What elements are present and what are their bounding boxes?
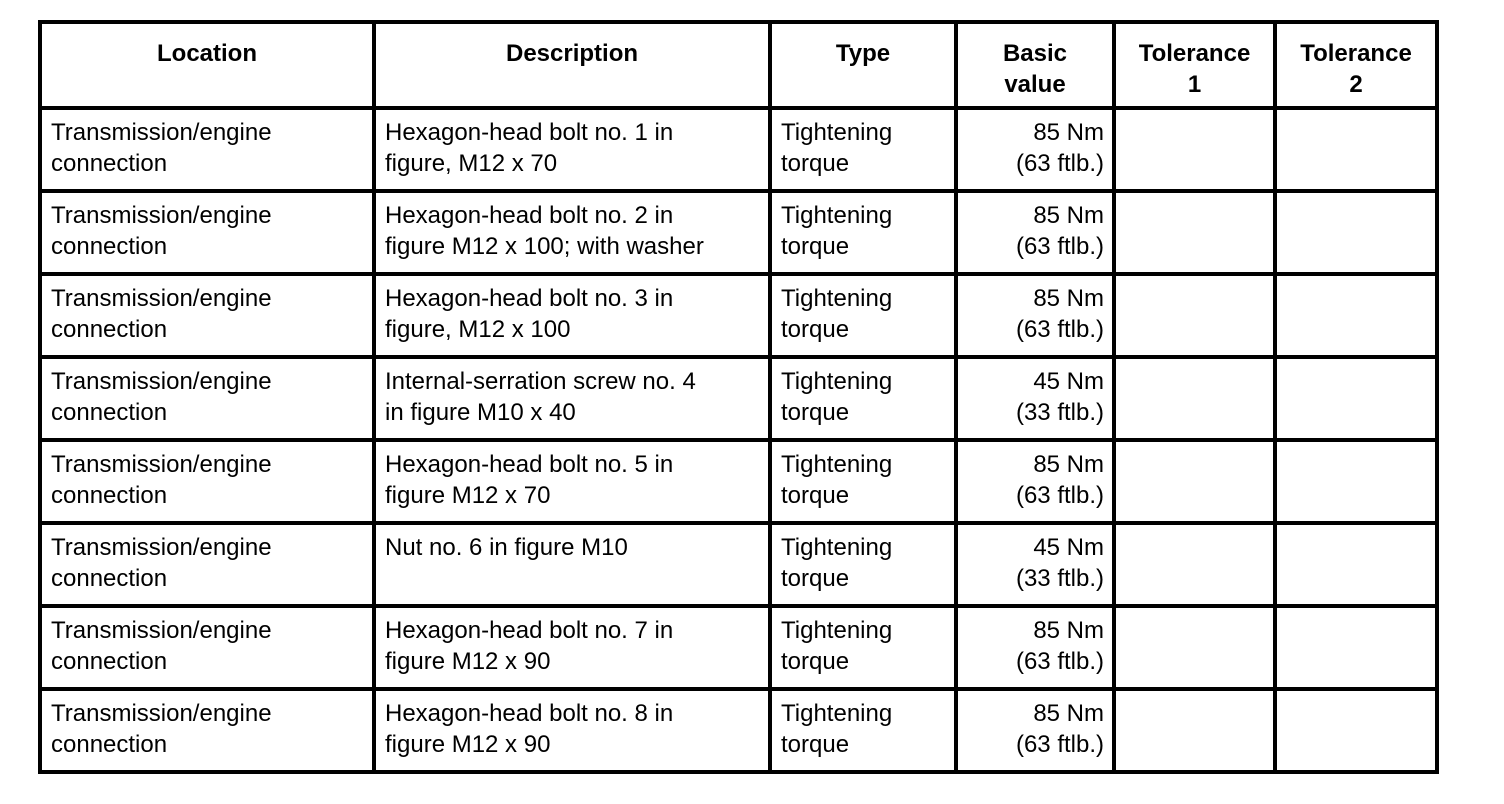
header-basic-value	[956, 22, 1114, 108]
header-tolerance-1	[1114, 22, 1275, 108]
cell-tolerance-1	[1114, 191, 1275, 274]
header-tolerance-1-line: 1	[1187, 71, 1202, 98]
table-row	[40, 689, 1437, 772]
cell-location	[40, 357, 374, 440]
cell-location	[40, 274, 374, 357]
cell-description-line: figure M12 x 90	[385, 731, 551, 758]
cell-location	[40, 523, 374, 606]
cell-basic-value-line: (63 ftlb.)	[1015, 316, 1104, 343]
header-tolerance-2-line: 2	[1349, 71, 1363, 98]
cell-location	[40, 606, 374, 689]
cell-description-line: figure M12 x 100; with washer	[385, 233, 704, 260]
cell-location-line: Transmission/engine	[51, 700, 272, 727]
cell-type	[770, 274, 956, 357]
cell-tolerance-2	[1275, 606, 1437, 689]
header-tolerance-2-line: Tolerance	[1300, 40, 1412, 67]
cell-basic-value-line: 85 Nm	[1033, 119, 1104, 146]
cell-location-line: Transmission/engine	[51, 617, 272, 644]
cell-basic-value-line: 45 Nm	[1033, 534, 1104, 561]
header-basic-value-line: Basic	[1002, 40, 1068, 67]
cell-location-line: Transmission/engine	[51, 534, 272, 561]
cell-basic-value-line: (33 ftlb.)	[1015, 565, 1104, 592]
cell-type	[770, 606, 956, 689]
cell-basic-value	[956, 606, 1114, 689]
table-row	[40, 274, 1437, 357]
cell-description	[374, 274, 770, 357]
cell-description-line: Hexagon-head bolt no. 3 in	[385, 285, 674, 312]
header-basic-value-line: value	[1004, 71, 1066, 98]
cell-type-line: Tightening	[781, 700, 893, 727]
cell-type-line: Tightening	[781, 119, 893, 146]
cell-location	[40, 440, 374, 523]
cell-tolerance-2	[1275, 523, 1437, 606]
cell-location-line: Transmission/engine	[51, 119, 272, 146]
cell-basic-value	[956, 191, 1114, 274]
cell-location-line: connection	[51, 316, 168, 343]
cell-location-line: Transmission/engine	[51, 202, 272, 229]
cell-tolerance-1	[1114, 689, 1275, 772]
cell-description-line: Hexagon-head bolt no. 7 in	[385, 617, 674, 644]
cell-location-line: connection	[51, 150, 168, 177]
table-row	[40, 523, 1437, 606]
cell-description-line: in figure M10 x 40	[385, 399, 576, 426]
cell-basic-value-line: (63 ftlb.)	[1015, 731, 1104, 758]
cell-basic-value-line: 85 Nm	[1033, 202, 1104, 229]
cell-type-line: Tightening	[781, 368, 893, 395]
cell-basic-value-line: (63 ftlb.)	[1015, 648, 1104, 675]
cell-tolerance-1	[1114, 606, 1275, 689]
cell-description-line: figure M12 x 70	[385, 482, 551, 509]
cell-tolerance-2	[1275, 108, 1437, 191]
cell-basic-value-line: (63 ftlb.)	[1015, 233, 1104, 260]
cell-basic-value	[956, 440, 1114, 523]
header-tolerance-1-line: Tolerance	[1138, 40, 1251, 67]
cell-tolerance-2	[1275, 357, 1437, 440]
table-row	[40, 108, 1437, 191]
cell-tolerance-2	[1275, 191, 1437, 274]
cell-description	[374, 606, 770, 689]
cell-description	[374, 108, 770, 191]
cell-type-line: Tightening	[781, 202, 893, 229]
cell-type-line: torque	[781, 150, 850, 177]
cell-location	[40, 191, 374, 274]
table-body	[40, 108, 1437, 772]
cell-basic-value-line: 85 Nm	[1033, 451, 1104, 478]
header-tolerance-2	[1275, 22, 1437, 108]
cell-type-line: torque	[781, 316, 850, 343]
cell-location-line: connection	[51, 731, 168, 758]
cell-basic-value-line: 85 Nm	[1033, 285, 1104, 312]
cell-basic-value-line: 85 Nm	[1033, 700, 1104, 727]
cell-location	[40, 689, 374, 772]
cell-type-line: torque	[781, 731, 850, 758]
cell-description-line: figure M12 x 90	[385, 648, 551, 675]
cell-type	[770, 357, 956, 440]
table-row	[40, 606, 1437, 689]
cell-basic-value	[956, 108, 1114, 191]
cell-type-line: Tightening	[781, 617, 893, 644]
cell-tolerance-1	[1114, 440, 1275, 523]
torque-specification-table	[38, 20, 1439, 774]
table-header-row	[40, 22, 1437, 108]
cell-tolerance-1	[1114, 108, 1275, 191]
cell-type-line: Tightening	[781, 451, 893, 478]
cell-type	[770, 440, 956, 523]
table-row	[40, 191, 1437, 274]
cell-tolerance-1	[1114, 274, 1275, 357]
cell-location-line: connection	[51, 482, 168, 509]
cell-description	[374, 357, 770, 440]
header-type: Type	[770, 22, 956, 108]
cell-type	[770, 108, 956, 191]
cell-description-line: Hexagon-head bolt no. 2 in	[385, 202, 674, 229]
cell-description	[374, 191, 770, 274]
cell-basic-value-line: (33 ftlb.)	[1015, 399, 1104, 426]
cell-type-line: torque	[781, 482, 850, 509]
cell-description	[374, 440, 770, 523]
cell-description-line: figure, M12 x 100	[385, 316, 571, 343]
table-row	[40, 357, 1437, 440]
cell-location-line: connection	[51, 648, 168, 675]
cell-basic-value	[956, 274, 1114, 357]
cell-basic-value	[956, 523, 1114, 606]
table-row	[40, 440, 1437, 523]
cell-type	[770, 191, 956, 274]
cell-location-line: Transmission/engine	[51, 285, 272, 312]
cell-tolerance-1	[1114, 523, 1275, 606]
cell-location-line: connection	[51, 399, 168, 426]
cell-location-line: Transmission/engine	[51, 368, 272, 395]
cell-type-line: torque	[781, 399, 850, 426]
cell-basic-value-line: 85 Nm	[1033, 617, 1104, 644]
cell-description-line: figure, M12 x 70	[385, 150, 558, 177]
cell-basic-value-line: (63 ftlb.)	[1015, 482, 1104, 509]
cell-description-line: Internal-serration screw no. 4	[385, 368, 696, 395]
cell-description	[374, 523, 770, 606]
cell-description	[374, 689, 770, 772]
cell-tolerance-2	[1275, 274, 1437, 357]
cell-tolerance-2	[1275, 689, 1437, 772]
cell-basic-value	[956, 689, 1114, 772]
header-description: Description	[374, 22, 770, 108]
cell-type-line: torque	[781, 565, 850, 592]
cell-type-line: Tightening	[781, 534, 893, 561]
cell-basic-value-line: 45 Nm	[1033, 368, 1104, 395]
cell-basic-value	[956, 357, 1114, 440]
cell-type	[770, 689, 956, 772]
cell-type-line: Tightening	[781, 285, 893, 312]
cell-description-line: Hexagon-head bolt no. 1 in	[385, 119, 674, 146]
cell-type	[770, 523, 956, 606]
cell-basic-value-line: (63 ftlb.)	[1015, 150, 1104, 177]
cell-location-line: connection	[51, 565, 168, 592]
cell-description-line: Hexagon-head bolt no. 5 in	[385, 451, 674, 478]
cell-tolerance-1	[1114, 357, 1275, 440]
cell-tolerance-2	[1275, 440, 1437, 523]
cell-location-line: Transmission/engine	[51, 451, 272, 478]
cell-location-line: connection	[51, 233, 168, 260]
cell-type-line: torque	[781, 233, 850, 260]
cell-description-line: Hexagon-head bolt no. 8 in	[385, 700, 674, 727]
cell-description-line: Nut no. 6 in figure M10	[385, 534, 628, 561]
header-location: Location	[40, 22, 374, 108]
cell-type-line: torque	[781, 648, 850, 675]
cell-location	[40, 108, 374, 191]
